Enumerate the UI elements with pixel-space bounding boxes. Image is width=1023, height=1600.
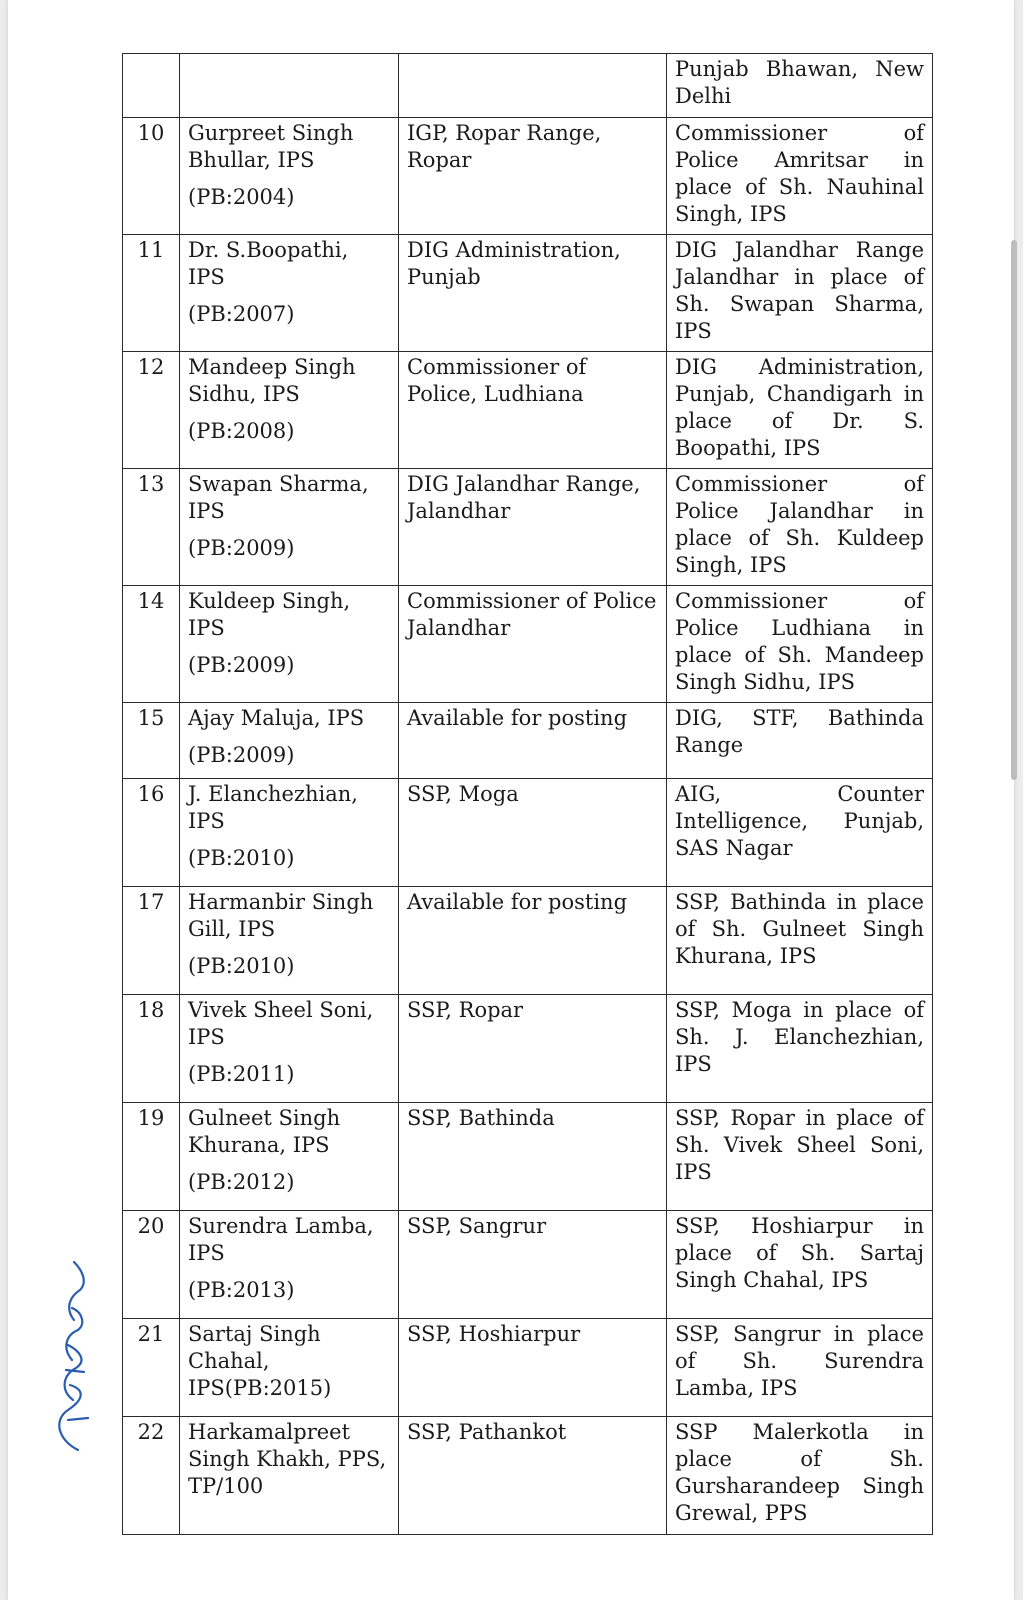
new-posting-cell: DIG Jalandhar Range Jalandhar in place of Sh. Swapan Sharma, IPS [667,235,933,352]
table-row [123,1211,933,1319]
current-posting-cell: DIG Jalandhar Range, Jalandhar [399,469,667,586]
officer-name: Gurpreet Singh Bhullar, IPS [188,121,354,172]
officer-cell [180,995,399,1103]
new-posting-cell: SSP Malerkotla in place of Sh. Gursharandeep Singh Grewal, PPS [667,1417,933,1535]
current-posting-cell: SSP, Pathankot [399,1417,667,1535]
officer-name: Sartaj Singh Chahal, IPS(PB:2015) [188,1322,332,1400]
officer-name: Harmanbir Singh Gill, IPS [188,890,374,941]
officer-batch: (PB:2013) [188,1278,295,1302]
new-posting-cell: DIG Administration, Punjab, Chandigarh in place of Dr. S. Boopathi, IPS [667,352,933,469]
current-posting-cell [399,54,667,118]
new-posting-cell: DIG, STF, Bathinda Range [667,703,933,779]
serial-number-cell: 11 [123,235,180,352]
officer-batch: (PB:2010) [188,954,295,978]
officer-name: Gulneet Singh Khurana, IPS [188,1106,341,1157]
serial-number-cell: 10 [123,118,180,235]
new-posting-cell: SSP, Moga in place of Sh. J. Elanchezhian, IPS [667,995,933,1103]
table-row [123,352,933,469]
current-posting-cell: Available for posting [399,887,667,995]
current-posting-cell: SSP, Hoshiarpur [399,1319,667,1417]
officer-name: Vivek Sheel Soni, IPS [188,998,374,1049]
officer-cell [180,118,399,235]
serial-number-cell: 12 [123,352,180,469]
officer-batch: (PB:2009) [188,743,295,767]
serial-number-cell [123,54,180,118]
officer-cell [180,887,399,995]
new-posting-cell: AIG, Counter Intelligence, Punjab, SAS Nagar [667,779,933,887]
table-row [123,586,933,703]
serial-number-cell: 18 [123,995,180,1103]
current-posting-cell: SSP, Moga [399,779,667,887]
table-body [123,54,933,1535]
current-posting-cell: DIG Administration, Punjab [399,235,667,352]
new-posting-cell: Commissioner of Police Jalandhar in place of Sh. Kuldeep Singh, IPS [667,469,933,586]
current-posting-cell: SSP, Bathinda [399,1103,667,1211]
officer-name: Swapan Sharma, IPS [188,472,369,523]
table-row [123,1417,933,1535]
officer-cell [180,469,399,586]
table-row [123,54,933,118]
officer-cell [180,1417,399,1535]
officer-cell [180,1211,399,1319]
serial-number-cell: 20 [123,1211,180,1319]
table-row [123,1103,933,1211]
current-posting-cell: SSP, Ropar [399,995,667,1103]
current-posting-cell: Commissioner of Police, Ludhiana [399,352,667,469]
officer-batch: (PB:2009) [188,653,295,677]
table-row [123,779,933,887]
serial-number-cell: 15 [123,703,180,779]
current-posting-cell: IGP, Ropar Range, Ropar [399,118,667,235]
officer-batch: (PB:2007) [188,302,295,326]
serial-number-cell: 17 [123,887,180,995]
officer-batch: (PB:2009) [188,536,295,560]
officer-batch: (PB:2004) [188,185,295,209]
transfer-orders-table [122,53,933,1535]
table-row [123,887,933,995]
officer-name: Dr. S.Boopathi, IPS [188,238,349,289]
serial-number-cell: 14 [123,586,180,703]
new-posting-cell: Punjab Bhawan, New Delhi [667,54,933,118]
new-posting-cell: SSP, Sangrur in place of Sh. Surendra Lamba, IPS [667,1319,933,1417]
officer-batch: (PB:2008) [188,419,295,443]
serial-number-cell: 16 [123,779,180,887]
officer-name: Ajay Maluja, IPS [188,706,365,730]
officer-batch: (PB:2012) [188,1170,295,1194]
table-row [123,118,933,235]
current-posting-cell: SSP, Sangrur [399,1211,667,1319]
serial-number-cell: 22 [123,1417,180,1535]
document-page [8,0,1014,1600]
officer-cell [180,235,399,352]
officer-cell [180,586,399,703]
new-posting-cell: Commissioner of Police Ludhiana in place of Sh. Mandeep Singh Sidhu, IPS [667,586,933,703]
table-row [123,1319,933,1417]
officer-cell [180,1319,399,1417]
table-row [123,995,933,1103]
current-posting-cell: Commissioner of Police Jalandhar [399,586,667,703]
officer-name: Kuldeep Singh, IPS [188,589,351,640]
table-row [123,235,933,352]
officer-cell [180,779,399,887]
officer-batch: (PB:2010) [188,846,295,870]
current-posting-cell: Available for posting [399,703,667,779]
serial-number-cell: 21 [123,1319,180,1417]
officer-cell [180,352,399,469]
serial-number-cell: 19 [123,1103,180,1211]
new-posting-cell: SSP, Ropar in place of Sh. Vivek Sheel Soni, IPS [667,1103,933,1211]
officer-name: Mandeep Singh Sidhu, IPS [188,355,356,406]
officer-cell [180,703,399,779]
new-posting-cell: SSP, Bathinda in place of Sh. Gulneet Singh Khurana, IPS [667,887,933,995]
officer-name: Surendra Lamba, IPS [188,1214,374,1265]
table-row [123,469,933,586]
officer-cell [180,54,399,118]
officer-batch: (PB:2011) [188,1062,295,1086]
signature-icon [48,1250,98,1460]
officer-name: J. Elanchezhian, IPS [188,782,358,833]
new-posting-cell: SSP, Hoshiarpur in place of Sh. Sartaj Singh Chahal, IPS [667,1211,933,1319]
officer-cell [180,1103,399,1211]
scrollbar-thumb[interactable] [1011,240,1017,780]
new-posting-cell: Commissioner of Police Amritsar in place of Sh. Nauhinal Singh, IPS [667,118,933,235]
officer-name: Harkamalpreet Singh Khakh, PPS, TP/100 [188,1420,387,1498]
serial-number-cell: 13 [123,469,180,586]
table-row [123,703,933,779]
